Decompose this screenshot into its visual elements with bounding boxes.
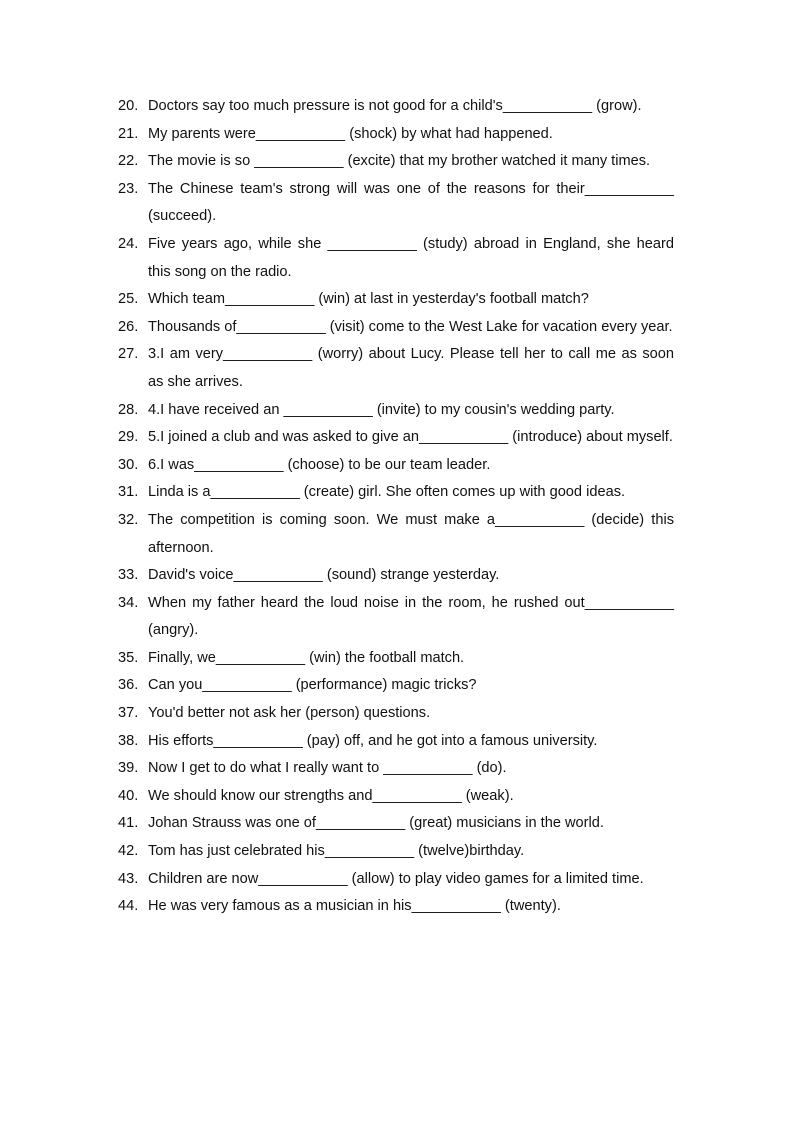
question-item xyxy=(118,728,674,756)
question-number: 25. xyxy=(118,291,139,308)
question-text: His efforts___________ (pay) off, and he got into a famous university. xyxy=(148,732,598,749)
question-text: Which team___________ (win) at last in yesterday's football match? xyxy=(148,291,589,308)
question-item xyxy=(118,672,674,700)
question-number: 30. xyxy=(118,456,139,473)
question-text: Can you___________ (performance) magic tricks? xyxy=(148,677,477,694)
question-text: Five years ago, while she ___________ (study) abroad in England, she heard this song on the radio. xyxy=(148,235,674,280)
question-item xyxy=(118,507,674,562)
question-number: 24. xyxy=(118,235,139,252)
question-number: 26. xyxy=(118,318,139,335)
question-item xyxy=(118,479,674,507)
question-number: 28. xyxy=(118,401,139,418)
question-item xyxy=(118,562,674,590)
question-number: 34. xyxy=(118,594,139,611)
question-item xyxy=(118,93,674,121)
question-text: Thousands of___________ (visit) come to the West Lake for vacation every year. xyxy=(148,318,673,335)
question-text: Children are now___________ (allow) to play video games for a limited time. xyxy=(148,870,644,887)
question-number: 33. xyxy=(118,567,139,584)
question-item xyxy=(118,810,674,838)
question-item xyxy=(118,755,674,783)
question-number: 43. xyxy=(118,870,139,887)
question-number: 36. xyxy=(118,677,139,694)
question-text: He was very famous as a musician in his___________ (twenty). xyxy=(148,898,561,915)
question-item xyxy=(118,231,674,286)
question-text: Now I get to do what I really want to ___________ (do). xyxy=(148,760,507,777)
question-text: 4.I have received an ___________ (invite) to my cousin's wedding party. xyxy=(148,401,615,418)
question-item xyxy=(118,176,674,231)
question-text: 3.I am very___________ (worry) about Lucy. Please tell her to call me as soon as she arrives. xyxy=(148,346,674,390)
question-number: 32. xyxy=(118,511,139,528)
question-text: Doctors say too much pressure is not good for a child's___________ (grow). xyxy=(148,98,642,114)
question-number: 23. xyxy=(118,180,139,197)
question-text: The Chinese team's strong will was one of the reasons for their___________ (succeed). xyxy=(148,180,674,225)
question-number: 35. xyxy=(118,649,139,666)
question-item xyxy=(118,314,674,342)
question-number: 39. xyxy=(118,760,139,777)
question-item xyxy=(118,452,674,480)
question-number: 38. xyxy=(118,732,139,749)
question-text: The movie is so ___________ (excite) that my brother watched it many times. xyxy=(148,153,651,170)
question-text: Johan Strauss was one of___________ (great) musicians in the world. xyxy=(148,815,604,832)
question-number: 42. xyxy=(118,843,139,860)
exercise-list xyxy=(118,93,674,921)
question-text: We should know our strengths and___________ (weak). xyxy=(148,787,514,804)
question-number: 27. xyxy=(118,346,139,363)
question-number: 20. xyxy=(118,98,139,114)
question-item xyxy=(118,341,674,396)
question-number: 31. xyxy=(118,484,139,501)
question-number: 41. xyxy=(118,815,139,832)
question-text: When my father heard the loud noise in the room, he rushed out___________ (angry). xyxy=(148,594,674,639)
question-text: Tom has just celebrated his___________ (twelve)birthday. xyxy=(148,843,525,860)
question-item xyxy=(118,866,674,894)
question-text: You'd better not ask her (person) questions. xyxy=(148,705,431,722)
question-item xyxy=(118,148,674,176)
question-number: 37. xyxy=(118,705,139,722)
question-item xyxy=(118,590,674,645)
question-number: 44. xyxy=(118,898,139,915)
question-item xyxy=(118,121,674,149)
question-item xyxy=(118,783,674,811)
question-item xyxy=(118,397,674,425)
question-number: 22. xyxy=(118,153,139,170)
question-item xyxy=(118,893,674,921)
question-text: David's voice___________ (sound) strange yesterday. xyxy=(148,567,500,584)
question-text: 5.I joined a club and was asked to give an___________ (introduce) about myself. xyxy=(148,429,673,446)
question-text: Finally, we___________ (win) the football match. xyxy=(148,649,465,666)
question-text: Linda is a___________ (create) girl. She often comes up with good ideas. xyxy=(148,484,626,501)
question-item xyxy=(118,700,674,728)
question-text: 6.I was___________ (choose) to be our team leader. xyxy=(148,456,491,473)
question-text: The competition is coming soon. We must make a___________ (decide) this afternoon. xyxy=(148,511,674,556)
question-number: 21. xyxy=(118,125,139,142)
question-item xyxy=(118,838,674,866)
question-number: 40. xyxy=(118,787,139,804)
question-item xyxy=(118,645,674,673)
question-number: 29. xyxy=(118,429,139,446)
question-item xyxy=(118,424,674,452)
question-item xyxy=(118,286,674,314)
question-text: My parents were___________ (shock) by what had happened. xyxy=(148,125,553,142)
